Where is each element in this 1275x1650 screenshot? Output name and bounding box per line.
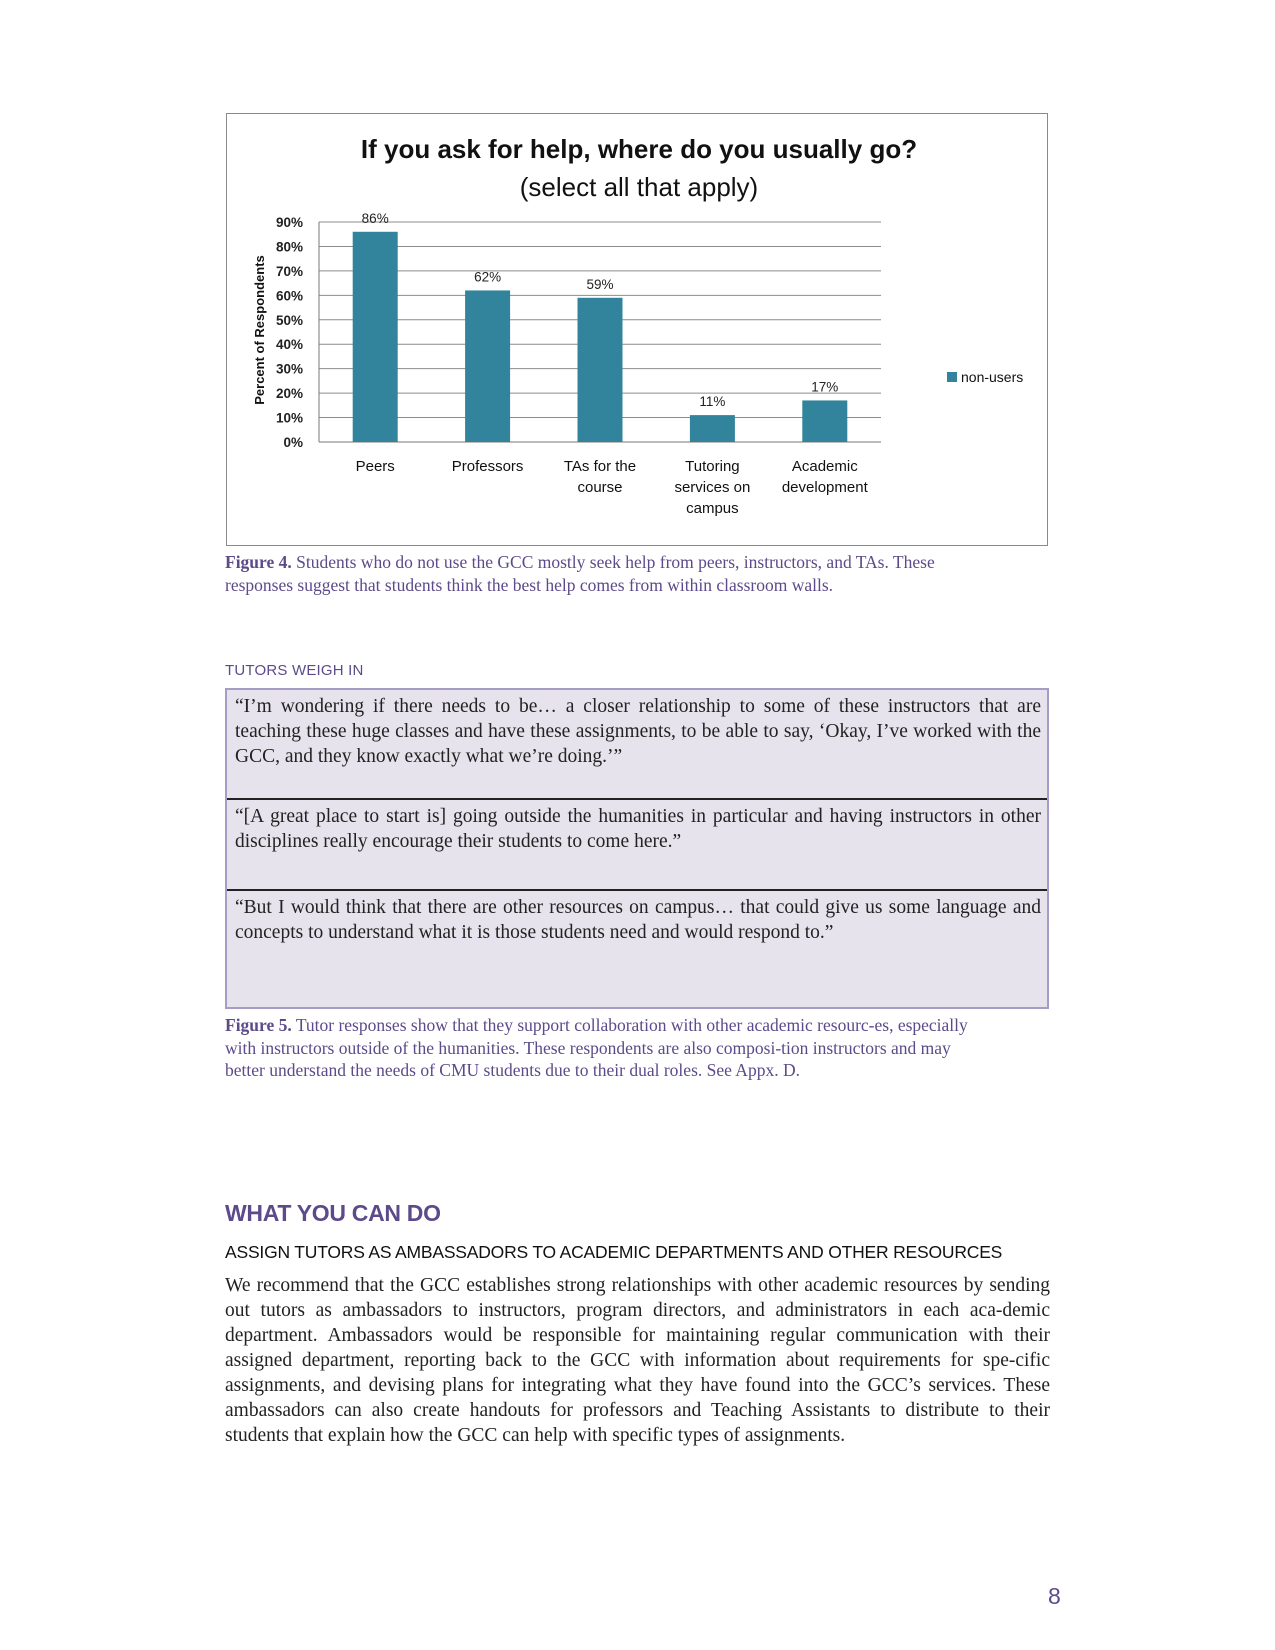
- y-tick-labels: [276, 215, 303, 450]
- legend-label: non-users: [961, 369, 1024, 385]
- section-title: WHAT YOU CAN DO: [225, 1200, 441, 1226]
- data-label: 86%: [361, 210, 389, 226]
- legend-swatch: [947, 372, 957, 382]
- page-number: 8: [1048, 1583, 1061, 1609]
- quote-3: “But I would think that there are other resources on campus… that could give us some language and concepts to understand what it is those students need and would respond to.”: [235, 897, 1041, 943]
- y-tick-label: 70%: [275, 263, 303, 279]
- quote-1: “I’m wondering if there needs to be… a closer relationship to some of these instructors that are teaching these huge classes and have these assignments, to be able to say, ‘Okay, I’ve worked with the GCC, and they know exactly what we’re doing.’”: [235, 696, 1041, 767]
- figure-5-label: Figure 5.: [225, 1015, 292, 1035]
- data-label: 59%: [586, 276, 614, 292]
- bar: [690, 415, 735, 442]
- legend: [947, 369, 1023, 385]
- body-paragraph: We recommend that the GCC establishes strong relationships with other academic resources by sending out tutors as ambassadors to instructors, program directors, and administrators in each aca-demic department. Ambassadors would be responsible for maintaining regular communication with their assigned department, reporting back to the GCC with information about requirements for spe-cific assignments, and devising plans for integrating what they have found into the GCC’s services. These ambassadors can also create handouts for professors and Teaching Assistants to distribute to their students that explain how the GCC can help with specific types of assignments.: [225, 1275, 1050, 1446]
- chart-figure-4: [226, 113, 1048, 546]
- y-tick-label: 80%: [275, 239, 303, 255]
- x-tick-label: development: [781, 479, 868, 496]
- x-tick-label: TAs for the: [563, 458, 637, 475]
- x-tick-label: Academic: [791, 458, 858, 475]
- y-tick-label: 40%: [275, 337, 303, 353]
- x-tick-label: Peers: [355, 458, 395, 475]
- figure-4-text: Students who do not use the GCC mostly seek help from peers, instructors, and TAs. These responses suggest that students think the best help comes from within classroom walls.: [225, 552, 935, 595]
- quote-divider: [227, 798, 1047, 800]
- bar-chart: [227, 114, 1047, 545]
- y-tick-label: 60%: [275, 288, 303, 304]
- bar: [578, 298, 623, 442]
- x-tick-label: Tutoring: [685, 458, 740, 475]
- bar: [353, 232, 398, 442]
- y-tick-label: 50%: [275, 312, 303, 328]
- tutors-heading: TUTORS WEIGH IN: [225, 662, 364, 679]
- data-label: 11%: [699, 394, 726, 410]
- x-tick-labels: [356, 458, 869, 517]
- figure-5-text: Tutor responses show that they support collaboration with other academic resourc-es, especially with instructors outside of the humanities. These respondents are also composi-tion instructors and may better understand the needs of CMU students due to their dual roles. See Appx. D.: [225, 1015, 968, 1080]
- x-tick-label: services on: [674, 479, 751, 496]
- x-tick-label: course: [577, 479, 623, 496]
- data-label: 62%: [474, 269, 502, 285]
- figure-5-caption: [225, 1014, 985, 1082]
- section-subtitle: ASSIGN TUTORS AS AMBASSADORS TO ACADEMIC DEPARTMENTS AND OTHER RESOURCES: [225, 1242, 1003, 1262]
- tutor-quotes-box: [225, 688, 1049, 1009]
- y-tick-label: 0%: [283, 435, 303, 450]
- quote-divider: [227, 889, 1047, 891]
- data-label: 17%: [811, 379, 839, 395]
- y-tick-label: 10%: [275, 410, 303, 426]
- y-axis-label: Percent of Respondents: [252, 255, 267, 405]
- bar: [465, 290, 510, 442]
- y-tick-label: 30%: [275, 361, 303, 377]
- y-tick-label: 90%: [275, 215, 303, 230]
- figure-4-caption: [225, 551, 985, 596]
- chart-title: If you ask for help, where do you usually go?: [360, 134, 918, 164]
- bars: [353, 211, 848, 442]
- quote-2: “[A great place to start is] going outside the humanities in particular and having instructors in other disciplines really encourage their students to come here.”: [235, 806, 1041, 852]
- y-tick-label: 20%: [275, 386, 303, 402]
- x-tick-label: campus: [686, 500, 739, 517]
- x-tick-label: Professors: [451, 458, 524, 475]
- figure-4-label: Figure 4.: [225, 552, 292, 572]
- chart-subtitle: (select all that apply): [519, 172, 759, 202]
- bar: [802, 400, 847, 442]
